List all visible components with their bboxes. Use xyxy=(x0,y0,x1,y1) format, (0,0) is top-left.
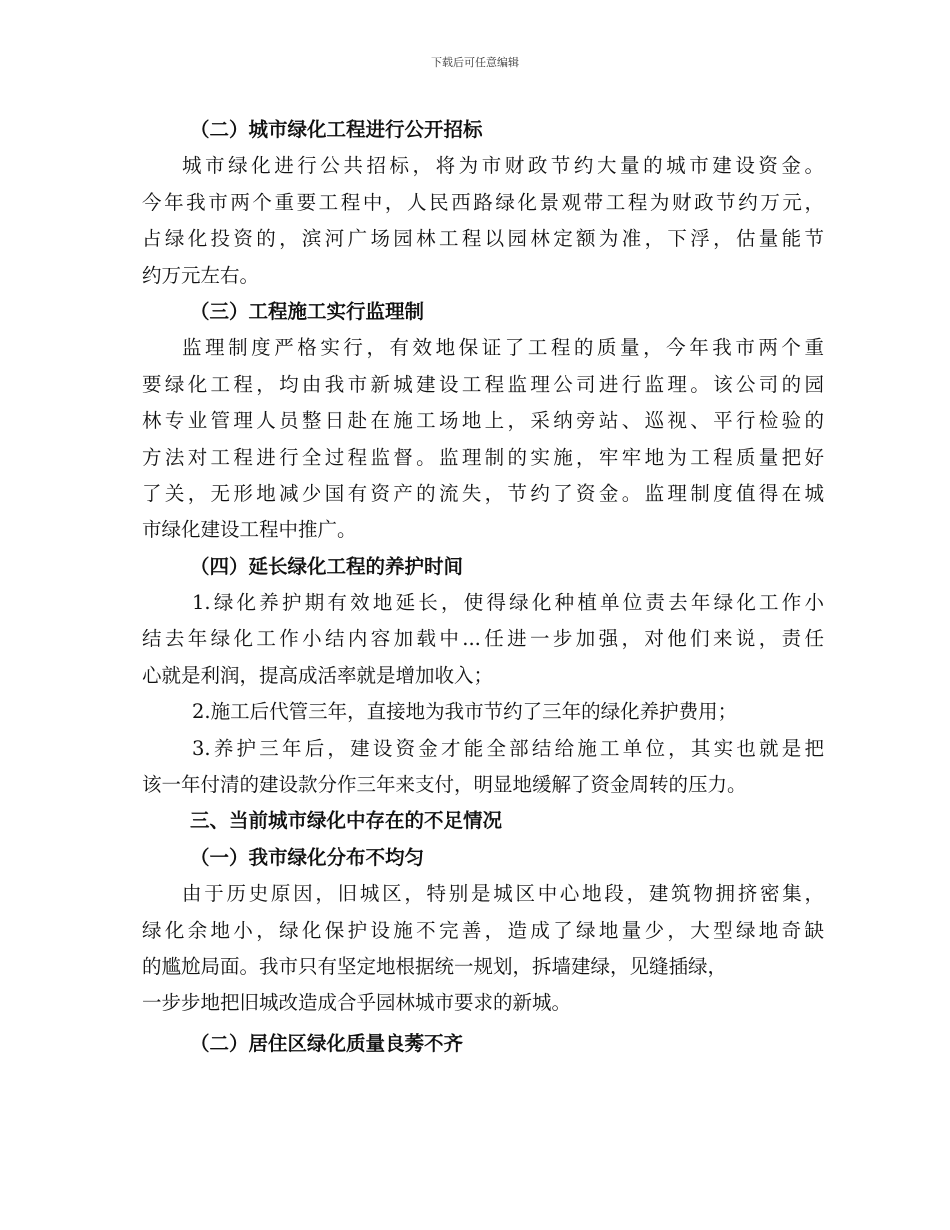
paragraph-line: 的尴尬局面。我市只有坚定地根据统一规划，拆墙建绿，见缝插绿， xyxy=(142,954,728,978)
paragraph-line: 林专业管理人员整日赴在施工场地上，采纳旁站、巡视、平行检验的 xyxy=(142,409,824,433)
section-heading: （三）工程施工实行监理制 xyxy=(190,299,425,323)
paragraph-line: 监理制度严格实行，有效地保证了工程的质量，今年我市两个重 xyxy=(182,336,824,360)
paragraph-line: 一步步地把旧城改造成合乎园林城市要求的新城。 xyxy=(142,991,572,1015)
list-item-line: 3.养护三年后，建设资金才能全部结给施工单位，其实也就是把 xyxy=(192,736,824,760)
list-item-line: 心就是利润，提高成活率就是增加收入； xyxy=(142,663,494,687)
paragraph-line: 由于历史原因，旧城区，特别是城区中心地段，建筑物拥挤密集， xyxy=(182,882,824,906)
section-heading: （二）城市绿化工程进行公开招标 xyxy=(190,118,483,141)
paragraph-line: 今年我市两个重要工程中，人民西路绿化景观带工程为财政节约万元， xyxy=(142,190,824,214)
list-item-line: 结去年绿化工作小结内容加载中...任进一步加强，对他们来说，责任 xyxy=(142,627,824,651)
section-heading: （一）我市绿化分布不均匀 xyxy=(190,845,425,869)
paragraph-line: 占绿化投资的，滨河广场园林工程以园林定额为准，下浮，估量能节 xyxy=(142,227,824,251)
page-header: 下载后可任意编辑 xyxy=(431,56,519,69)
paragraph-line: 了关，无形地减少国有资产的流失，节约了资金。监理制度值得在城 xyxy=(142,481,824,505)
document-body xyxy=(142,112,824,1062)
list-item-line: 1.绿化养护期有效地延长，使得绿化种植单位责去年绿化工作小 xyxy=(192,591,824,615)
paragraph-line: 绿化余地小，绿化保护设施不完善，造成了绿地量少，大型绿地奇缺 xyxy=(142,918,824,942)
section-heading: （二）居住区绿化质量良莠不齐 xyxy=(190,1031,464,1055)
paragraph-line: 市绿化建设工程中推广。 xyxy=(142,518,357,542)
list-item-line: 2.施工后代管三年，直接地为我市节约了三年的绿化养护费用； xyxy=(192,700,738,724)
list-item-line: 该一年付清的建设款分作三年来支付，明显地缓解了资金周转的压力。 xyxy=(142,773,747,797)
paragraph-line: 城市绿化进行公共招标，将为市财政节约大量的城市建设资金。 xyxy=(182,154,824,178)
paragraph-line: 要绿化工程，均由我市新城建设工程监理公司进行监理。该公司的园 xyxy=(142,372,824,396)
section-heading: （四）延长绿化工程的养护时间 xyxy=(190,554,464,578)
chapter-heading: 三、当前城市绿化中存在的不足情况 xyxy=(190,809,503,833)
paragraph-line: 约万元左右。 xyxy=(142,263,260,287)
paragraph-line: 方法对工程进行全过程监督。监理制的实施，牢牢地为工程质量把好 xyxy=(142,445,824,469)
